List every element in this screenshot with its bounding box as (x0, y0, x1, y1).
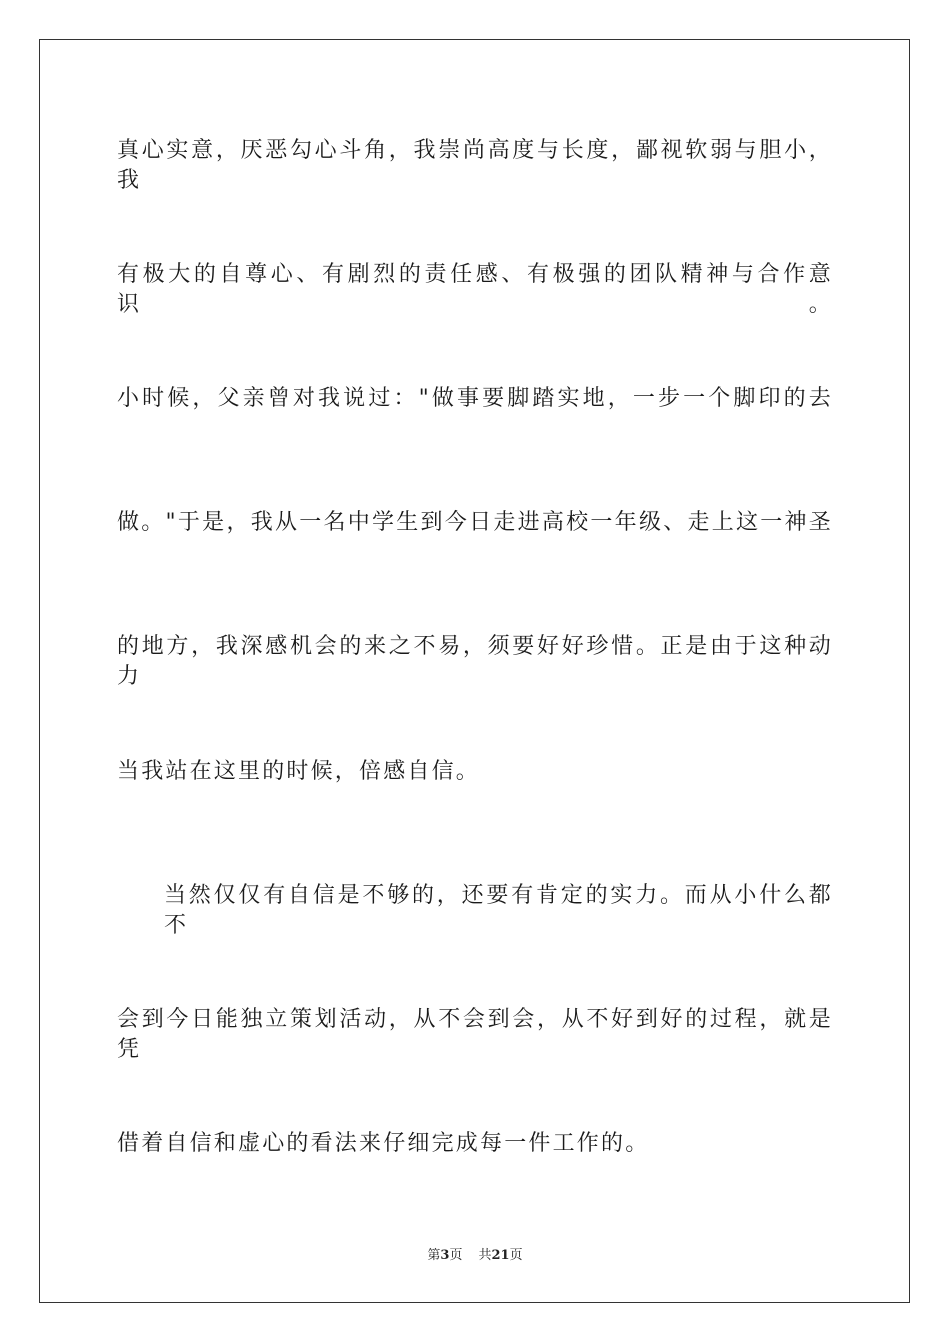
total-label-suffix: 页 (509, 1248, 523, 1263)
body-text-line-1: 真心实意，厌恶勾心斗角，我崇尚高度与长度，鄙视软弱与胆小，我 (117, 138, 833, 193)
total-label-prefix: 共 (478, 1248, 492, 1263)
body-text-line-9: 借着自信和虚心的看法来仔细完成每一件工作的。 (117, 1131, 650, 1156)
page-footer (0, 1247, 950, 1265)
body-text-line-8: 会到今日能独立策划活动，从不会到会，从不好到好的过程，就是凭 (117, 1007, 833, 1062)
body-text-line-4: 做。"于是，我从一名中学生到今日走进高校一年级、走上这一神圣 (117, 510, 833, 535)
body-text-line-7: 当然仅仅有自信是不够的，还要有肯定的实力。而从小什么都不 (164, 883, 833, 938)
body-text-line-5: 的地方，我深感机会的来之不易，须要好好珍惜。正是由于这种动力 (117, 634, 833, 689)
page-label-prefix: 第 (427, 1248, 441, 1263)
body-text-line-6: 当我站在这里的时候，倍感自信。 (117, 759, 481, 784)
page-number: 3 (440, 1248, 450, 1263)
body-text-line-2: 有极大的自尊心、有剧烈的责任感、有极强的团队精神与合作意识。 (117, 262, 833, 317)
total-pages: 21 (491, 1248, 510, 1263)
body-text-line-3: 小时候，父亲曾对我说过："做事要脚踏实地，一步一个脚印的去 (117, 386, 833, 411)
page-border (39, 39, 910, 1303)
page-label-suffix: 页 (449, 1248, 463, 1263)
